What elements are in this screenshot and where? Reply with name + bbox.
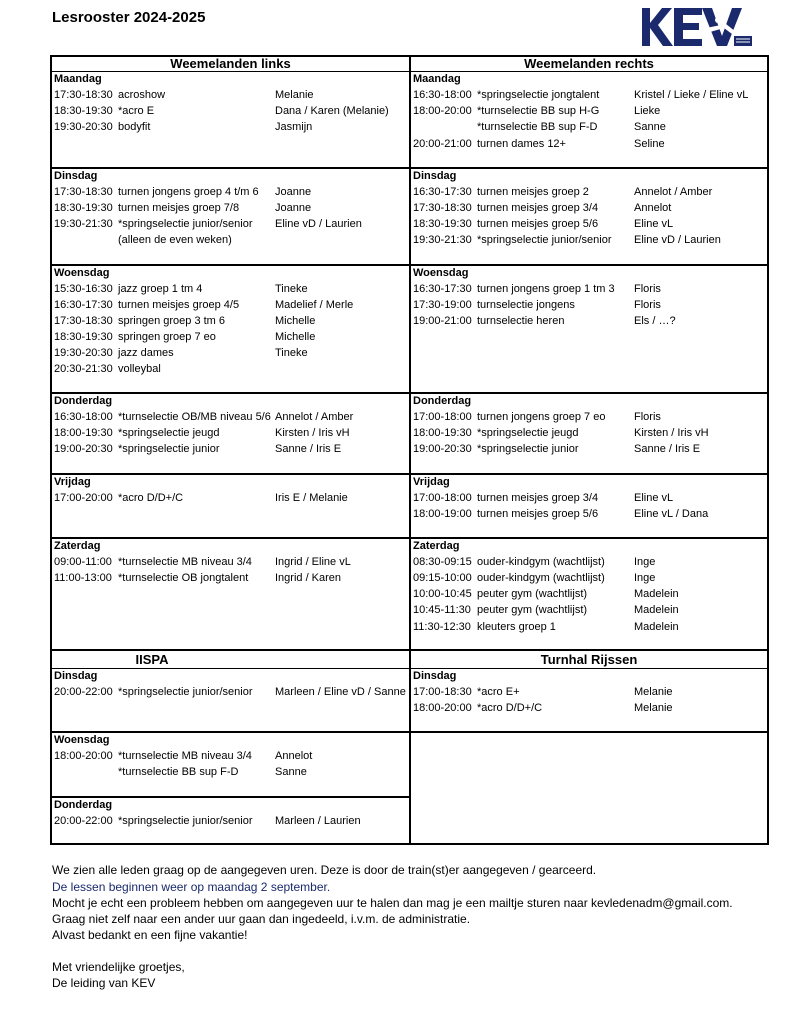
row-trainer: Melanie <box>275 89 314 101</box>
row-class: (alleen de even weken) <box>118 234 232 246</box>
row-time: 16:30-18:00 <box>54 411 113 423</box>
row-class: jazz groep 1 tm 4 <box>118 283 203 295</box>
row-class: *springselectie jongtalent <box>477 89 600 101</box>
row-trainer: Floris <box>634 299 661 311</box>
row-trainer: Jasmijn <box>275 121 313 133</box>
row-class: *turnselectie BB sup H-G <box>477 105 600 117</box>
divider-iispa-woensdag <box>52 731 767 733</box>
row-class: peuter gym (wachtlijst) <box>477 588 588 600</box>
row-class: *springselectie junior/senior <box>118 218 253 230</box>
row-trainer: Floris <box>634 283 661 295</box>
row-trainer: Tineke <box>275 347 308 359</box>
row-time: 11:00-13:00 <box>54 572 112 584</box>
row-trainer: Inge <box>634 556 656 568</box>
row-time: 17:30-19:00 <box>413 299 472 311</box>
row-trainer: Annelot <box>634 202 672 214</box>
row-trainer: Kristel / Lieke / Eline vL <box>634 89 749 101</box>
row-time: 17:00-18:00 <box>413 492 472 504</box>
row-trainer: Inge <box>634 572 656 584</box>
row-trainer: Kirsten / Iris vH <box>634 427 709 439</box>
row-time: 19:00-20:30 <box>54 443 113 455</box>
footer-line: Graag niet zelf naar een ander uur gaan dan ingedeeld, i.v.m. de administratie. <box>52 912 471 926</box>
row-trainer: Ingrid / Eline vL <box>275 556 351 568</box>
row-trainer: Ingrid / Karen <box>275 572 342 584</box>
row-class: bodyfit <box>118 121 151 133</box>
row-time: 16:30-17:30 <box>413 283 472 295</box>
day-label: Donderdag <box>54 395 113 407</box>
day-label: Maandag <box>413 73 461 85</box>
row-class: springen groep 7 eo <box>118 331 216 343</box>
row-time: 19:30-21:30 <box>54 218 113 230</box>
row-trainer: Madelein <box>634 621 679 633</box>
row-trainer: Sanne / Iris E <box>634 443 701 455</box>
footer-line: Met vriendelijke groetjes, <box>52 960 185 974</box>
day-label: Dinsdag <box>54 170 98 182</box>
row-class: *turnselectie MB niveau 3/4 <box>118 750 252 762</box>
row-time: 18:30-19:30 <box>54 105 113 117</box>
page-title: Lesrooster 2024-2025 <box>52 9 206 26</box>
kev-logo <box>636 6 754 48</box>
row-time: 18:00-19:00 <box>413 508 472 520</box>
row-trainer: Floris <box>634 411 661 423</box>
row-class: turnen jongens groep 4 t/m 6 <box>118 186 259 198</box>
row-trainer: Iris E / Melanie <box>275 492 348 504</box>
row-time: 10:00-10:45 <box>413 588 472 600</box>
day-label: Woensdag <box>413 267 469 279</box>
row-class: turnen meisjes groep 3/4 <box>477 202 599 214</box>
row-class: *acro D/D+/C <box>477 702 543 714</box>
row-time: 09:00-11:00 <box>54 556 112 568</box>
row-trainer: Madelein <box>634 588 679 600</box>
row-class: *turnselectie OB jongtalent <box>118 572 249 584</box>
section-header-iispa: IISPA <box>135 652 169 667</box>
day-label: Zaterdag <box>413 540 460 552</box>
row-trainer: Joanne <box>275 186 312 198</box>
row-class: *springselectie jeugd <box>118 427 220 439</box>
row-trainer: Annelot / Amber <box>634 186 713 198</box>
row-class: volleybal <box>118 363 161 375</box>
day-label: Woensdag <box>54 267 110 279</box>
row-time: 19:00-21:00 <box>413 315 472 327</box>
row-class: *springselectie junior <box>477 443 579 455</box>
row-time: 20:00-22:00 <box>54 686 113 698</box>
row-trainer: Annelot <box>275 750 313 762</box>
row-trainer: Sanne <box>275 766 307 778</box>
divider-woensdag <box>52 264 767 266</box>
row-time: 17:00-18:00 <box>413 411 472 423</box>
section-header-turnhal-rijssen: Turnhal Rijssen <box>540 652 638 667</box>
footer-line: We zien alle leden graag op de aangegeven uren. Deze is door de train(st)er aangegeven / gearceerd. <box>52 863 597 877</box>
row-trainer: Eline vD / Laurien <box>275 218 362 230</box>
row-class: *springselectie junior <box>118 443 220 455</box>
row-time: 09:15-10:00 <box>413 572 472 584</box>
row-time: 18:00-19:30 <box>413 427 472 439</box>
row-time: 18:00-19:30 <box>54 427 113 439</box>
day-label: Woensdag <box>54 734 110 746</box>
day-label: Vrijdag <box>54 476 91 488</box>
row-trainer: Madelief / Merle <box>275 299 354 311</box>
row-class: jazz dames <box>118 347 174 359</box>
row-time: 15:30-16:30 <box>54 283 113 295</box>
row-trainer: Kirsten / Iris vH <box>275 427 350 439</box>
column-divider <box>409 55 411 845</box>
row-time: 19:30-21:30 <box>413 234 472 246</box>
row-class: turnen meisjes groep 5/6 <box>477 218 599 230</box>
footer-line: Mocht je echt een probleem hebben om aangegeven uur te halen dan mag je een mailtje sturen naar kevledenadm@gmail.com. <box>52 896 733 910</box>
row-trainer: Els / …? <box>634 315 676 327</box>
row-trainer: Seline <box>634 138 665 150</box>
row-trainer: Annelot / Amber <box>275 411 354 423</box>
row-time: 18:00-20:00 <box>413 105 472 117</box>
row-trainer: Eline vL / Dana <box>634 508 709 520</box>
row-time: 20:30-21:30 <box>54 363 113 375</box>
row-class: turnen meisjes groep 2 <box>477 186 589 198</box>
section-header-weemelanden-rechts: Weemelanden rechts <box>524 56 654 71</box>
row-trainer: Tineke <box>275 283 308 295</box>
row-trainer: Marleen / Laurien <box>275 815 361 827</box>
row-class: turnselectie jongens <box>477 299 575 311</box>
row-time: 17:30-18:30 <box>54 89 113 101</box>
row-trainer: Melanie <box>634 686 673 698</box>
divider-lower-block <box>52 649 767 651</box>
row-time: 11:30-12:30 <box>413 621 471 633</box>
row-trainer: Madelein <box>634 604 679 616</box>
row-class: *turnselectie MB niveau 3/4 <box>118 556 252 568</box>
row-time: 17:00-20:00 <box>54 492 113 504</box>
row-time: 17:30-18:30 <box>413 202 472 214</box>
row-trainer: Joanne <box>275 202 312 214</box>
row-class: *springselectie junior/senior <box>118 686 253 698</box>
day-label: Vrijdag <box>413 476 450 488</box>
row-time: 19:00-20:30 <box>413 443 472 455</box>
row-class: *turnselectie BB sup F-D <box>118 766 239 778</box>
row-class: *acro D/D+/C <box>118 492 184 504</box>
row-class: acroshow <box>118 89 166 101</box>
divider-vrijdag <box>52 473 767 475</box>
row-trainer: Eline vD / Laurien <box>634 234 721 246</box>
row-time: 18:30-19:30 <box>54 331 113 343</box>
row-time: 17:30-18:30 <box>54 186 113 198</box>
divider-zaterdag <box>52 537 767 539</box>
row-class: *springselectie jeugd <box>477 427 579 439</box>
row-time: 20:00-21:00 <box>413 138 472 150</box>
footer-line: Alvast bedankt en een fijne vakantie! <box>52 928 248 942</box>
row-trainer: Marleen / Eline vD / Sanne <box>275 686 406 698</box>
row-class: turnen meisjes groep 3/4 <box>477 492 599 504</box>
row-trainer: Melanie <box>634 702 673 714</box>
row-trainer: Dana / Karen (Melanie) <box>275 105 389 117</box>
row-time: 19:30-20:30 <box>54 347 113 359</box>
row-class: springen groep 3 tm 6 <box>118 315 226 327</box>
day-label: Zaterdag <box>54 540 101 552</box>
row-trainer: Sanne / Iris E <box>275 443 342 455</box>
divider-dinsdag <box>52 167 767 169</box>
row-class: kleuters groep 1 <box>477 621 556 633</box>
row-time: 18:30-19:30 <box>413 218 472 230</box>
row-time: 19:30-20:30 <box>54 121 113 133</box>
row-time: 16:30-17:30 <box>413 186 472 198</box>
row-class: ouder-kindgym (wachtlijst) <box>477 556 605 568</box>
header-underline <box>52 71 767 72</box>
row-trainer: Eline vL <box>634 218 674 230</box>
day-label: Maandag <box>54 73 102 85</box>
day-label: Donderdag <box>54 799 113 811</box>
row-class: *springselectie junior/senior <box>477 234 612 246</box>
row-time: 08:30-09:15 <box>413 556 472 568</box>
row-class: turnen meisjes groep 4/5 <box>118 299 240 311</box>
row-class: *acro E+ <box>477 686 520 698</box>
row-class: turnen meisjes groep 7/8 <box>118 202 240 214</box>
day-label: Dinsdag <box>413 670 457 682</box>
row-trainer: Michelle <box>275 331 316 343</box>
row-time: 16:30-18:00 <box>413 89 472 101</box>
row-class: *turnselectie OB/MB niveau 5/6 <box>118 411 271 423</box>
row-time: 17:00-18:30 <box>413 686 472 698</box>
row-time: 18:30-19:30 <box>54 202 113 214</box>
row-class: *springselectie junior/senior <box>118 815 253 827</box>
day-label: Dinsdag <box>413 170 457 182</box>
row-trainer: Lieke <box>634 105 661 117</box>
row-class: turnselectie heren <box>477 315 565 327</box>
row-trainer: Sanne <box>634 121 666 133</box>
row-time: 10:45-11:30 <box>413 604 471 616</box>
row-trainer: Eline vL <box>634 492 674 504</box>
row-time: 16:30-17:30 <box>54 299 113 311</box>
row-class: ouder-kindgym (wachtlijst) <box>477 572 605 584</box>
footer-line: De lessen beginnen weer op maandag 2 september. <box>52 880 331 894</box>
lower-header-underline <box>52 668 767 669</box>
row-class: *turnselectie BB sup F-D <box>477 121 598 133</box>
row-class: *acro E <box>118 105 155 117</box>
row-class: turnen jongens groep 7 eo <box>477 411 606 423</box>
row-time: 18:00-20:00 <box>54 750 113 762</box>
divider-donderdag <box>52 392 767 394</box>
day-label: Donderdag <box>413 395 472 407</box>
row-class: peuter gym (wachtlijst) <box>477 604 588 616</box>
row-time: 20:00-22:00 <box>54 815 113 827</box>
row-class: turnen jongens groep 1 tm 3 <box>477 283 615 295</box>
row-trainer: Michelle <box>275 315 316 327</box>
footer-line: De leiding van KEV <box>52 976 156 990</box>
row-time: 17:30-18:30 <box>54 315 113 327</box>
day-label: Dinsdag <box>54 670 98 682</box>
section-header-weemelanden-links: Weemelanden links <box>170 56 291 71</box>
row-class: turnen dames 12+ <box>477 138 566 150</box>
row-class: turnen meisjes groep 5/6 <box>477 508 599 520</box>
row-time: 18:00-20:00 <box>413 702 472 714</box>
